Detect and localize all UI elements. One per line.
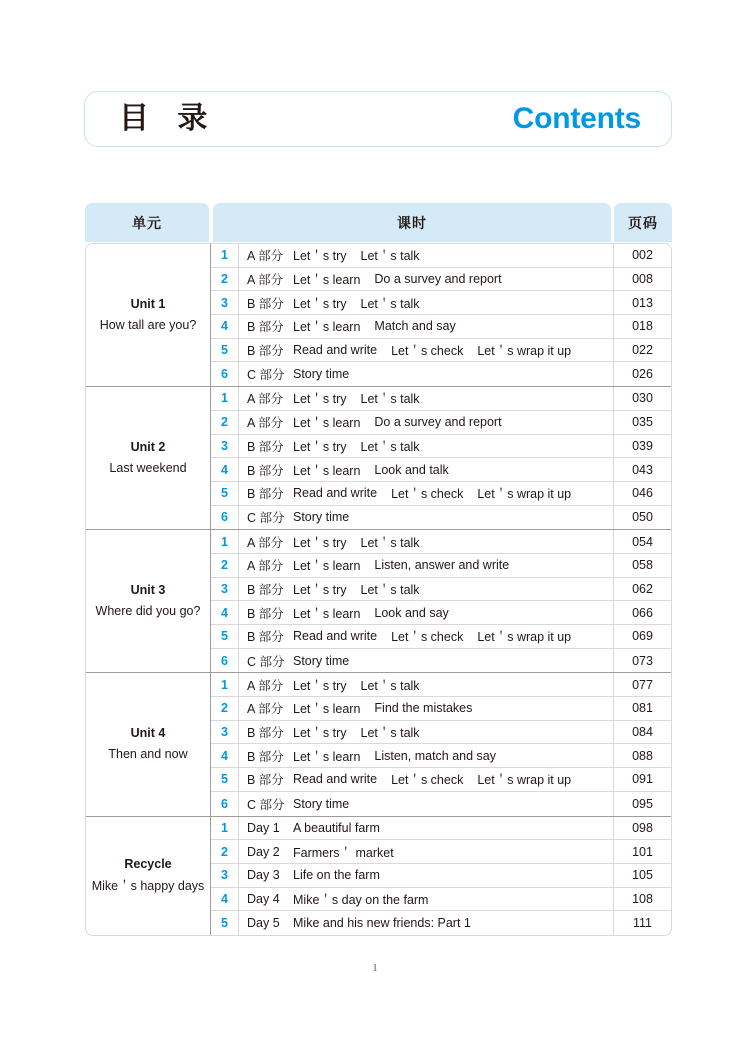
lesson-part: B 部分	[247, 726, 284, 741]
lesson-activity: Let＇s try	[293, 582, 347, 597]
lesson-activity: Let＇s try	[293, 439, 347, 454]
page-number: 073	[613, 649, 671, 673]
lesson-activity: Do a survey and report	[374, 272, 502, 287]
lesson-content	[239, 697, 613, 720]
unit-name: Unit 2	[130, 439, 166, 454]
page-folio: 1	[372, 962, 378, 974]
lesson-content	[239, 458, 613, 481]
unit-group	[86, 530, 671, 673]
lesson-number: 4	[211, 888, 239, 911]
lesson-part: B 部分	[247, 749, 284, 764]
table-row[interactable]	[211, 268, 671, 292]
column-header-page: 页码	[614, 203, 672, 242]
lesson-part: B 部分	[247, 773, 284, 788]
lesson-number: 2	[211, 840, 239, 863]
unit-subtitle: Mike＇s happy days	[91, 878, 205, 893]
page-number: 039	[613, 435, 671, 458]
lesson-number: 3	[211, 578, 239, 601]
lesson-activity: Listen, match and say	[374, 748, 497, 763]
lesson-content	[239, 578, 613, 601]
unit-name: Unit 4	[130, 726, 166, 741]
lesson-content	[239, 362, 613, 386]
lesson-part: A 部分	[247, 392, 284, 407]
lesson-content	[239, 601, 613, 624]
page-number: 035	[613, 411, 671, 434]
lesson-activity: Let＇s talk	[360, 582, 420, 597]
column-header-unit: 单元	[85, 203, 209, 242]
lesson-part: C 部分	[247, 368, 285, 383]
lesson-activity: Do a survey and report	[374, 415, 502, 430]
lesson-number: 6	[211, 792, 239, 816]
lesson-part: B 部分	[247, 344, 284, 359]
lesson-content	[239, 744, 613, 767]
lesson-content	[239, 554, 613, 577]
lesson-content	[239, 530, 613, 553]
lesson-content	[239, 864, 613, 887]
lesson-number: 5	[211, 339, 239, 362]
lesson-rows	[211, 817, 671, 935]
lesson-number: 1	[211, 244, 239, 267]
page-number: 058	[613, 554, 671, 577]
page-number: 054	[613, 530, 671, 553]
lesson-activity: Story time	[293, 796, 350, 811]
lesson-part: A 部分	[247, 535, 284, 550]
table-row[interactable]	[211, 435, 671, 459]
lesson-activity: Read and write	[293, 486, 378, 501]
contents-title-banner	[84, 91, 672, 147]
table-row[interactable]	[211, 721, 671, 745]
lesson-activity: Let＇s wrap it up	[477, 773, 572, 788]
lesson-activity: Read and write	[293, 343, 378, 358]
lesson-part: Day 3	[247, 868, 280, 883]
unit-cell	[86, 387, 211, 529]
table-row[interactable]	[211, 387, 671, 411]
table-row[interactable]	[211, 506, 671, 530]
lesson-content	[239, 888, 613, 911]
page-title-en: Contents	[512, 102, 641, 135]
lesson-number: 1	[211, 530, 239, 553]
page-number: 105	[613, 864, 671, 887]
lesson-content	[239, 792, 613, 816]
lesson-activity: Let＇s learn	[293, 749, 361, 764]
lesson-content	[239, 387, 613, 410]
table-row[interactable]	[211, 817, 671, 841]
lesson-number: 6	[211, 362, 239, 386]
lesson-part: C 部分	[247, 511, 285, 526]
table-row[interactable]	[211, 792, 671, 816]
table-row[interactable]	[211, 744, 671, 768]
lesson-activity: Let＇s talk	[360, 439, 420, 454]
page-number: 002	[613, 244, 671, 267]
contents-table-body	[85, 243, 672, 936]
lesson-activity: Find the mistakes	[374, 701, 473, 716]
lesson-content	[239, 482, 613, 505]
table-row[interactable]	[211, 840, 671, 864]
lesson-activity: Let＇s try	[293, 726, 347, 741]
lesson-activity: Let＇s learn	[293, 559, 361, 574]
lesson-activity: Look and say	[374, 605, 449, 620]
lesson-content	[239, 721, 613, 744]
lesson-part: B 部分	[247, 463, 284, 478]
table-row[interactable]	[211, 411, 671, 435]
lesson-number: 2	[211, 411, 239, 434]
table-row[interactable]	[211, 601, 671, 625]
lesson-activity: Mike and his new friends: Part 1	[293, 916, 471, 931]
lesson-content	[239, 244, 613, 267]
page-number: 091	[613, 768, 671, 791]
lesson-part: A 部分	[247, 678, 284, 693]
lesson-number: 4	[211, 315, 239, 338]
lesson-part: B 部分	[247, 296, 284, 311]
lesson-number: 3	[211, 864, 239, 887]
page-number: 066	[613, 601, 671, 624]
lesson-part: C 部分	[247, 654, 285, 669]
lesson-number: 5	[211, 911, 239, 935]
lesson-number: 2	[211, 554, 239, 577]
table-row[interactable]	[211, 768, 671, 792]
unit-cell	[86, 817, 211, 935]
lesson-activity: Story time	[293, 653, 350, 668]
lesson-activity: Let＇s wrap it up	[477, 344, 572, 359]
lesson-part: Day 4	[247, 891, 280, 906]
lesson-part: A 部分	[247, 273, 284, 288]
lesson-part: A 部分	[247, 416, 284, 431]
lesson-content	[239, 435, 613, 458]
page-number: 043	[613, 458, 671, 481]
page-number: 081	[613, 697, 671, 720]
lesson-activity: Let＇s wrap it up	[477, 487, 572, 502]
lesson-part: B 部分	[247, 582, 284, 597]
lesson-activity: A beautiful farm	[293, 820, 380, 835]
page-number: 030	[613, 387, 671, 410]
lesson-activity: Let＇s try	[293, 392, 347, 407]
page-number: 046	[613, 482, 671, 505]
table-row[interactable]	[211, 578, 671, 602]
lesson-part: Day 1	[247, 820, 280, 835]
table-row[interactable]	[211, 244, 671, 268]
lesson-number: 5	[211, 625, 239, 648]
lesson-activity: Let＇s learn	[293, 273, 361, 288]
table-row[interactable]	[211, 291, 671, 315]
unit-subtitle: Where did you go?	[95, 604, 201, 619]
lesson-number: 5	[211, 482, 239, 505]
lesson-content	[239, 411, 613, 434]
lesson-activity: Let＇s talk	[360, 296, 420, 311]
lesson-number: 6	[211, 506, 239, 530]
unit-name: Unit 3	[130, 583, 166, 598]
unit-group	[86, 817, 671, 935]
lesson-content	[239, 768, 613, 791]
lesson-part: Day 5	[247, 916, 280, 931]
lesson-activity: Story time	[293, 510, 350, 525]
table-row[interactable]	[211, 697, 671, 721]
lesson-content	[239, 339, 613, 362]
unit-cell	[86, 530, 211, 672]
lesson-activity: Let＇s try	[293, 296, 347, 311]
lesson-number: 3	[211, 721, 239, 744]
page-number: 026	[613, 362, 671, 386]
table-row[interactable]	[211, 339, 671, 363]
page-number: 101	[613, 840, 671, 863]
lesson-number: 5	[211, 768, 239, 791]
lesson-number: 4	[211, 601, 239, 624]
table-row[interactable]	[211, 673, 671, 697]
lesson-content	[239, 506, 613, 530]
lesson-part: B 部分	[247, 439, 284, 454]
lesson-number: 2	[211, 268, 239, 291]
table-row[interactable]	[211, 864, 671, 888]
lesson-rows	[211, 673, 671, 815]
page-number: 095	[613, 792, 671, 816]
page-number: 108	[613, 888, 671, 911]
unit-group	[86, 244, 671, 387]
table-row[interactable]	[211, 315, 671, 339]
lesson-activity: Let＇s wrap it up	[477, 630, 572, 645]
lesson-part: B 部分	[247, 630, 284, 645]
lesson-part: Day 2	[247, 844, 280, 859]
lesson-content	[239, 315, 613, 338]
unit-name: Unit 1	[130, 296, 166, 311]
lesson-part: B 部分	[247, 606, 284, 621]
unit-name: Recycle	[124, 857, 172, 872]
page-number: 022	[613, 339, 671, 362]
unit-cell	[86, 244, 211, 386]
lesson-content	[239, 649, 613, 673]
unit-subtitle: Last weekend	[109, 461, 187, 476]
lesson-number: 3	[211, 291, 239, 314]
lesson-content	[239, 817, 613, 840]
lesson-content	[239, 268, 613, 291]
lesson-part: A 部分	[247, 559, 284, 574]
lesson-activity: Match and say	[374, 319, 456, 334]
lesson-part: B 部分	[247, 320, 284, 335]
lesson-part: A 部分	[247, 702, 284, 717]
table-row[interactable]	[211, 482, 671, 506]
lesson-content	[239, 625, 613, 648]
table-row[interactable]	[211, 888, 671, 912]
lesson-number: 1	[211, 817, 239, 840]
page-title-cn: 目 录	[119, 102, 218, 135]
lesson-activity: Let＇s try	[293, 535, 347, 550]
lesson-activity: Let＇s talk	[360, 392, 420, 407]
page-number: 077	[613, 673, 671, 696]
unit-group	[86, 673, 671, 816]
lesson-number: 4	[211, 458, 239, 481]
lesson-part: B 部分	[247, 487, 284, 502]
lesson-part: A 部分	[247, 249, 284, 264]
lesson-part: C 部分	[247, 797, 285, 812]
table-row[interactable]	[211, 911, 671, 935]
page-number: 084	[613, 721, 671, 744]
lesson-activity: Read and write	[293, 772, 378, 787]
lesson-activity: Let＇s learn	[293, 416, 361, 431]
lesson-activity: Let＇s learn	[293, 606, 361, 621]
lesson-activity: Let＇s check	[391, 344, 464, 359]
lesson-content	[239, 291, 613, 314]
lesson-activity: Farmers＇ market	[293, 845, 394, 860]
column-header-lesson: 课时	[213, 203, 611, 242]
lesson-activity: Let＇s talk	[360, 678, 420, 693]
lesson-activity: Let＇s talk	[360, 726, 420, 741]
lesson-number: 1	[211, 673, 239, 696]
table-row[interactable]	[211, 554, 671, 578]
lesson-activity: Life on the farm	[293, 868, 380, 883]
lesson-activity: Let＇s learn	[293, 320, 361, 335]
lesson-number: 3	[211, 435, 239, 458]
table-row[interactable]	[211, 362, 671, 386]
table-row[interactable]	[211, 625, 671, 649]
lesson-activity: Story time	[293, 367, 350, 382]
lesson-activity: Let＇s check	[391, 773, 464, 788]
lesson-activity: Listen, answer and write	[374, 558, 510, 573]
page-number: 050	[613, 506, 671, 530]
lesson-content	[239, 840, 613, 863]
unit-subtitle: Then and now	[108, 747, 188, 762]
lesson-activity: Read and write	[293, 629, 378, 644]
lesson-rows	[211, 244, 671, 386]
lesson-activity: Let＇s learn	[293, 463, 361, 478]
lesson-number: 6	[211, 649, 239, 673]
lesson-activity: Let＇s try	[293, 678, 347, 693]
lesson-activity: Let＇s learn	[293, 702, 361, 717]
lesson-content	[239, 911, 613, 935]
lesson-activity: Mike＇s day on the farm	[293, 892, 429, 907]
table-header	[85, 203, 672, 242]
table-row[interactable]	[211, 530, 671, 554]
lesson-activity: Let＇s talk	[360, 535, 420, 550]
page-number: 111	[613, 911, 671, 935]
unit-group	[86, 387, 671, 530]
lesson-number: 1	[211, 387, 239, 410]
unit-cell	[86, 673, 211, 815]
lesson-rows	[211, 387, 671, 529]
page-number: 069	[613, 625, 671, 648]
page-number: 008	[613, 268, 671, 291]
table-row[interactable]	[211, 649, 671, 673]
lesson-activity: Let＇s try	[293, 249, 347, 264]
lesson-activity: Let＇s check	[391, 487, 464, 502]
lesson-number: 4	[211, 744, 239, 767]
lesson-rows	[211, 530, 671, 672]
lesson-activity: Let＇s talk	[360, 249, 420, 264]
page-number: 018	[613, 315, 671, 338]
lesson-activity: Look and talk	[374, 462, 449, 477]
page-number: 062	[613, 578, 671, 601]
table-row[interactable]	[211, 458, 671, 482]
page-number: 088	[613, 744, 671, 767]
lesson-content	[239, 673, 613, 696]
unit-subtitle: How tall are you?	[99, 318, 197, 333]
page-number: 098	[613, 817, 671, 840]
page-number: 013	[613, 291, 671, 314]
lesson-activity: Let＇s check	[391, 630, 464, 645]
lesson-number: 2	[211, 697, 239, 720]
